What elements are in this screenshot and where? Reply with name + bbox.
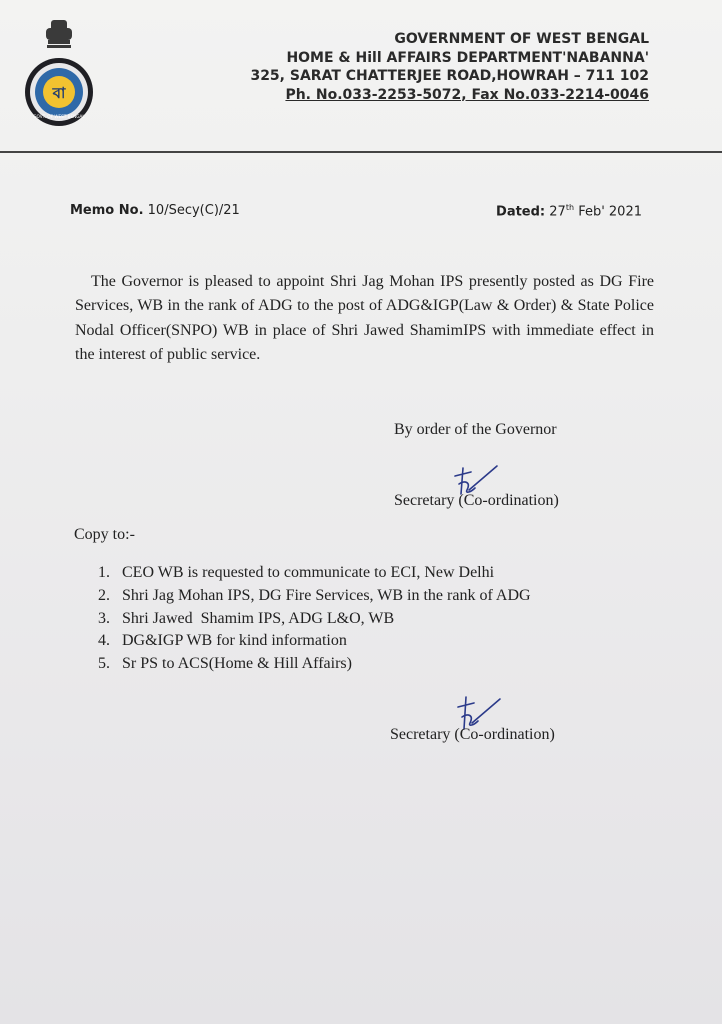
list-item [98,585,531,608]
list-item-text: Shri Jag Mohan IPS, DG Fire Services, WB in the rank of ADG [122,586,531,604]
list-item [98,653,531,676]
letterhead-address: 325, SARAT CHATTERJEE ROAD,HOWRAH – 711 102 [250,68,649,84]
letterhead [250,30,649,104]
date-suffix: th [565,203,575,212]
state-emblem [22,14,96,134]
date-rest: Feb' 2021 [578,204,642,220]
order-body: The Governor is pleased to appoint Shri Jag Mohan IPS presently posted as DG Fire Services, WB in the rank of ADG to the post of ADG&IGP(Law & Order) & State Police Nodal Officer(SNPO) WB in place of Shri Jawed ShamimIPS with immediate effect in the interest of public service. [75,273,654,363]
emblem-graphic [22,14,96,134]
copy-to-heading: Copy to:- [74,526,135,543]
letterhead-contact: Ph. No.033-2253-5072, Fax No.033-2214-0046 [285,86,649,103]
signatory-title-2: Secretary (Co-ordination) [390,726,555,743]
letterhead-department: HOME & Hill AFFAIRS DEPARTMENT'NABANNA' [286,49,649,66]
by-order-line: By order of the Governor [394,421,557,438]
letterhead-government: GOVERNMENT OF WEST BENGAL [394,31,649,47]
list-item-number: 5. [98,655,110,673]
list-item-number: 1. [98,564,110,581]
memo-number [70,203,240,218]
header-divider [0,151,722,153]
list-item-text: CEO WB is requested to communicate to ECI, New Delhi [122,564,495,581]
date-label: Dated: [496,204,546,220]
list-item-number: 4. [98,632,110,650]
copy-to-list [98,562,531,676]
list-item [98,630,531,653]
svg-text:GOVT. OF WEST BENGAL: GOVT. OF WEST BENGAL [33,114,85,119]
list-item [98,562,531,585]
memo-value: 10/Secy(C)/21 [147,203,240,218]
memo-label: Memo No. [70,203,144,218]
svg-text:বা: বা [52,84,66,102]
list-item-text: DG&IGP WB for kind information [122,632,347,650]
date-day: 27 [549,204,566,220]
memo-date [496,203,642,219]
list-item-text: Sr PS to ACS(Home & Hill Affairs) [122,655,352,673]
list-item [98,608,531,631]
list-item-number: 3. [98,609,110,627]
list-item-text: Shri Jawed Shamim IPS, ADG L&O, WB [122,609,395,627]
signatory-title: Secretary (Co-ordination) [394,492,559,509]
list-item-number: 2. [98,586,110,604]
